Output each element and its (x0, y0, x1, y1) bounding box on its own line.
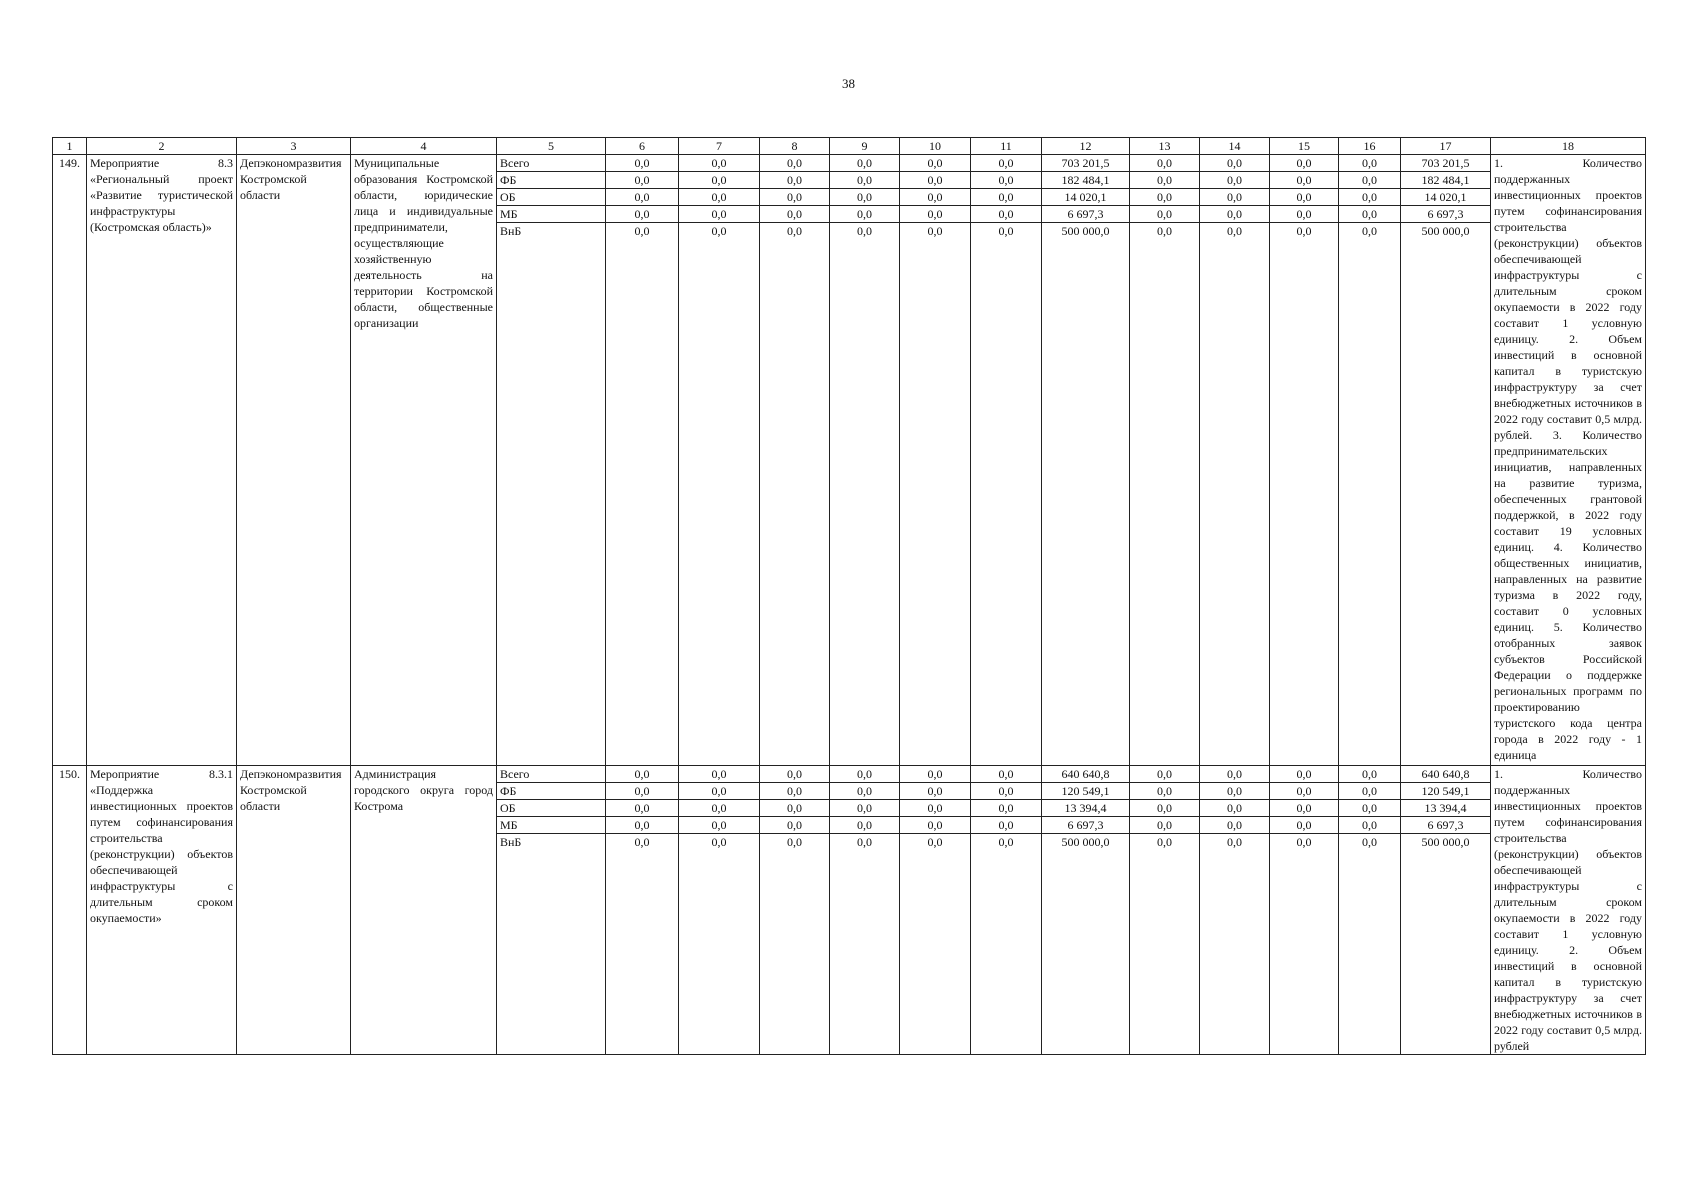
header-cell: 17 (1401, 138, 1491, 155)
header-cell: 8 (760, 138, 830, 155)
header-cell: 13 (1130, 138, 1200, 155)
page-number: 38 (842, 76, 855, 91)
amount-cell: 0,0 (971, 834, 1042, 1055)
amount-cell: 0,0 (679, 189, 760, 206)
amount-cell: 13 394,4 (1042, 800, 1130, 817)
table-row (53, 766, 1646, 783)
amount-cell: 0,0 (971, 189, 1042, 206)
amount-cell: 0,0 (830, 206, 900, 223)
header-cell: 18 (1491, 138, 1646, 155)
amount-cell: 0,0 (1270, 206, 1339, 223)
amount-cell: 13 394,4 (1401, 800, 1491, 817)
header-cell: 14 (1200, 138, 1270, 155)
amount-cell: 0,0 (1200, 223, 1270, 766)
header-cell: 1 (53, 138, 87, 155)
amount-cell: 0,0 (971, 223, 1042, 766)
amount-cell: 0,0 (1130, 155, 1200, 172)
amount-cell: 0,0 (679, 783, 760, 800)
amount-cell: 0,0 (1270, 766, 1339, 783)
amount-cell: 0,0 (900, 223, 971, 766)
table-row (53, 155, 1646, 172)
amount-cell: 0,0 (1200, 783, 1270, 800)
amount-cell: 0,0 (1130, 800, 1200, 817)
amount-cell: 0,0 (760, 189, 830, 206)
amount-cell: 0,0 (1339, 223, 1401, 766)
amount-cell: 0,0 (1130, 189, 1200, 206)
amount-cell: 0,0 (971, 817, 1042, 834)
amount-cell: 0,0 (1339, 206, 1401, 223)
activity-name: Мероприятие 8.3.1 «Поддержка инвестиционных проектов путем софинансирования строительства (реконструкции) объектов обеспечивающей инфраструктуры с длительным сроком окупаемости» (87, 766, 237, 1055)
table-body (53, 155, 1646, 1055)
amount-cell: 0,0 (1200, 172, 1270, 189)
amount-cell: 0,0 (679, 223, 760, 766)
amount-cell: 0,0 (971, 172, 1042, 189)
amount-cell: 0,0 (606, 766, 679, 783)
amount-cell: 182 484,1 (1042, 172, 1130, 189)
amount-cell: 640 640,8 (1401, 766, 1491, 783)
amount-cell: 0,0 (971, 766, 1042, 783)
amount-cell: 0,0 (679, 800, 760, 817)
amount-cell: 0,0 (679, 766, 760, 783)
executor: Депэкономразвития Костромской области (237, 766, 351, 1055)
amount-cell: 500 000,0 (1401, 223, 1491, 766)
funding-source: МБ (497, 817, 606, 834)
header-cell: 4 (351, 138, 497, 155)
amount-cell: 0,0 (606, 206, 679, 223)
amount-cell: 0,0 (1270, 800, 1339, 817)
amount-cell: 0,0 (830, 172, 900, 189)
amount-cell: 0,0 (830, 800, 900, 817)
amount-cell: 0,0 (760, 206, 830, 223)
funding-source: ВнБ (497, 834, 606, 1055)
amount-cell: 0,0 (1130, 783, 1200, 800)
amount-cell: 0,0 (1130, 172, 1200, 189)
amount-cell: 703 201,5 (1401, 155, 1491, 172)
expected-result: 1. Количество поддержанных инвестиционных проектов путем софинансирования строительства (реконструкции) объектов обеспечивающей инфраструктуры с длительным сроком окупаемости в 2022 году составит 1 условную единицу. 2. Объем инвестиций в основной капитал в туристскую инфраструктуру за счет внебюджетных источников в 2022 году составит 0,5 млрд. рублей. 3. Количество предпринимательских инициатив, направленных на развитие туризма, обеспеченных грантовой поддержкой, в 2022 году составит 19 условных единиц. 4. Количество общественных инициатив, направленных на развитие туризма в 2022 году, составит 0 условных единиц. 5. Количество отобранных заявок субъектов Российской Федерации о поддержке региональных программ по проектированию туристского кода центра города в 2022 году - 1 единица (1491, 155, 1646, 766)
amount-cell: 0,0 (1200, 834, 1270, 1055)
amount-cell: 0,0 (1339, 783, 1401, 800)
executor: Депэкономразвития Костромской области (237, 155, 351, 766)
amount-cell: 0,0 (606, 189, 679, 206)
amount-cell: 640 640,8 (1042, 766, 1130, 783)
header-cell: 11 (971, 138, 1042, 155)
funding-source: ФБ (497, 172, 606, 189)
amount-cell: 0,0 (1200, 766, 1270, 783)
amount-cell: 500 000,0 (1042, 834, 1130, 1055)
funding-source: Всего (497, 155, 606, 172)
amount-cell: 0,0 (760, 172, 830, 189)
amount-cell: 0,0 (1200, 155, 1270, 172)
amount-cell: 0,0 (1130, 206, 1200, 223)
amount-cell: 0,0 (1339, 817, 1401, 834)
amount-cell: 0,0 (1270, 172, 1339, 189)
activity-name: Мероприятие 8.3 «Региональный проект «Развитие туристической инфраструктуры (Костромская область)» (87, 155, 237, 766)
amount-cell: 0,0 (830, 189, 900, 206)
amount-cell: 0,0 (679, 155, 760, 172)
header-cell: 16 (1339, 138, 1401, 155)
amount-cell: 0,0 (1339, 189, 1401, 206)
amount-cell: 0,0 (760, 800, 830, 817)
amount-cell: 0,0 (606, 834, 679, 1055)
amount-cell: 6 697,3 (1042, 817, 1130, 834)
amount-cell: 120 549,1 (1042, 783, 1130, 800)
amount-cell: 6 697,3 (1401, 206, 1491, 223)
amount-cell: 0,0 (900, 172, 971, 189)
amount-cell: 500 000,0 (1042, 223, 1130, 766)
amount-cell: 0,0 (606, 783, 679, 800)
amount-cell: 0,0 (830, 834, 900, 1055)
funding-source: ОБ (497, 800, 606, 817)
amount-cell: 0,0 (900, 783, 971, 800)
amount-cell: 0,0 (679, 172, 760, 189)
amount-cell: 0,0 (606, 155, 679, 172)
amount-cell: 0,0 (1270, 834, 1339, 1055)
amount-cell: 0,0 (606, 800, 679, 817)
amount-cell: 0,0 (760, 223, 830, 766)
amount-cell: 0,0 (1200, 189, 1270, 206)
funding-source: МБ (497, 206, 606, 223)
amount-cell: 0,0 (971, 800, 1042, 817)
row-number: 149. (53, 155, 87, 766)
amount-cell: 0,0 (760, 817, 830, 834)
amount-cell: 0,0 (900, 189, 971, 206)
amount-cell: 0,0 (830, 817, 900, 834)
amount-cell: 0,0 (900, 155, 971, 172)
amount-cell: 0,0 (679, 817, 760, 834)
amount-cell: 0,0 (1200, 206, 1270, 223)
funding-source: ОБ (497, 189, 606, 206)
amount-cell: 0,0 (760, 766, 830, 783)
header-cell: 10 (900, 138, 971, 155)
amount-cell: 0,0 (900, 834, 971, 1055)
amount-cell: 0,0 (830, 223, 900, 766)
header-cell: 5 (497, 138, 606, 155)
budget-table (52, 137, 1646, 1055)
amount-cell: 0,0 (760, 783, 830, 800)
amount-cell: 500 000,0 (1401, 834, 1491, 1055)
amount-cell: 0,0 (1270, 817, 1339, 834)
amount-cell: 0,0 (606, 223, 679, 766)
amount-cell: 703 201,5 (1042, 155, 1130, 172)
amount-cell: 0,0 (830, 783, 900, 800)
amount-cell: 0,0 (1130, 834, 1200, 1055)
amount-cell: 0,0 (971, 206, 1042, 223)
amount-cell: 0,0 (1130, 817, 1200, 834)
participants: Администрация городского округа город Кострома (351, 766, 497, 1055)
amount-cell: 0,0 (1130, 766, 1200, 783)
amount-cell: 0,0 (1339, 155, 1401, 172)
amount-cell: 0,0 (1200, 800, 1270, 817)
amount-cell: 0,0 (900, 206, 971, 223)
row-number: 150. (53, 766, 87, 1055)
amount-cell: 0,0 (760, 155, 830, 172)
amount-cell: 0,0 (1200, 817, 1270, 834)
amount-cell: 0,0 (971, 783, 1042, 800)
header-cell: 12 (1042, 138, 1130, 155)
funding-source: ФБ (497, 783, 606, 800)
amount-cell: 0,0 (1339, 834, 1401, 1055)
amount-cell: 0,0 (900, 800, 971, 817)
header-cell: 15 (1270, 138, 1339, 155)
amount-cell: 14 020,1 (1042, 189, 1130, 206)
amount-cell: 0,0 (1270, 189, 1339, 206)
header-cell: 2 (87, 138, 237, 155)
participants: Муниципальные образования Костромской области, юридические лица и индивидуальные предприниматели, осуществляющие хозяйственную деятельность на территории Костромской области, общественные организации (351, 155, 497, 766)
header-cell: 7 (679, 138, 760, 155)
amount-cell: 0,0 (1339, 800, 1401, 817)
amount-cell: 0,0 (1339, 172, 1401, 189)
amount-cell: 0,0 (1339, 766, 1401, 783)
expected-result: 1. Количество поддержанных инвестиционных проектов путем софинансирования строительства (реконструкции) объектов обеспечивающей инфраструктуры с длительным сроком окупаемости в 2022 году составит 1 условную единицу. 2. Объем инвестиций в основной капитал в туристскую инфраструктуру за счет внебюджетных источников в 2022 году составит 0,5 млрд. рублей (1491, 766, 1646, 1055)
amount-cell: 14 020,1 (1401, 189, 1491, 206)
amount-cell: 0,0 (679, 206, 760, 223)
funding-source: Всего (497, 766, 606, 783)
funding-source: ВнБ (497, 223, 606, 766)
amount-cell: 0,0 (760, 834, 830, 1055)
amount-cell: 0,0 (900, 817, 971, 834)
header-cell: 9 (830, 138, 900, 155)
amount-cell: 0,0 (606, 817, 679, 834)
amount-cell: 0,0 (1130, 223, 1200, 766)
header-row (53, 138, 1646, 155)
header-cell: 6 (606, 138, 679, 155)
amount-cell: 120 549,1 (1401, 783, 1491, 800)
header-cell: 3 (237, 138, 351, 155)
amount-cell: 0,0 (679, 834, 760, 1055)
amount-cell: 0,0 (971, 155, 1042, 172)
amount-cell: 0,0 (830, 766, 900, 783)
amount-cell: 0,0 (830, 155, 900, 172)
amount-cell: 0,0 (900, 766, 971, 783)
amount-cell: 6 697,3 (1401, 817, 1491, 834)
amount-cell: 0,0 (1270, 223, 1339, 766)
amount-cell: 6 697,3 (1042, 206, 1130, 223)
amount-cell: 0,0 (1270, 155, 1339, 172)
amount-cell: 0,0 (606, 172, 679, 189)
amount-cell: 182 484,1 (1401, 172, 1491, 189)
amount-cell: 0,0 (1270, 783, 1339, 800)
